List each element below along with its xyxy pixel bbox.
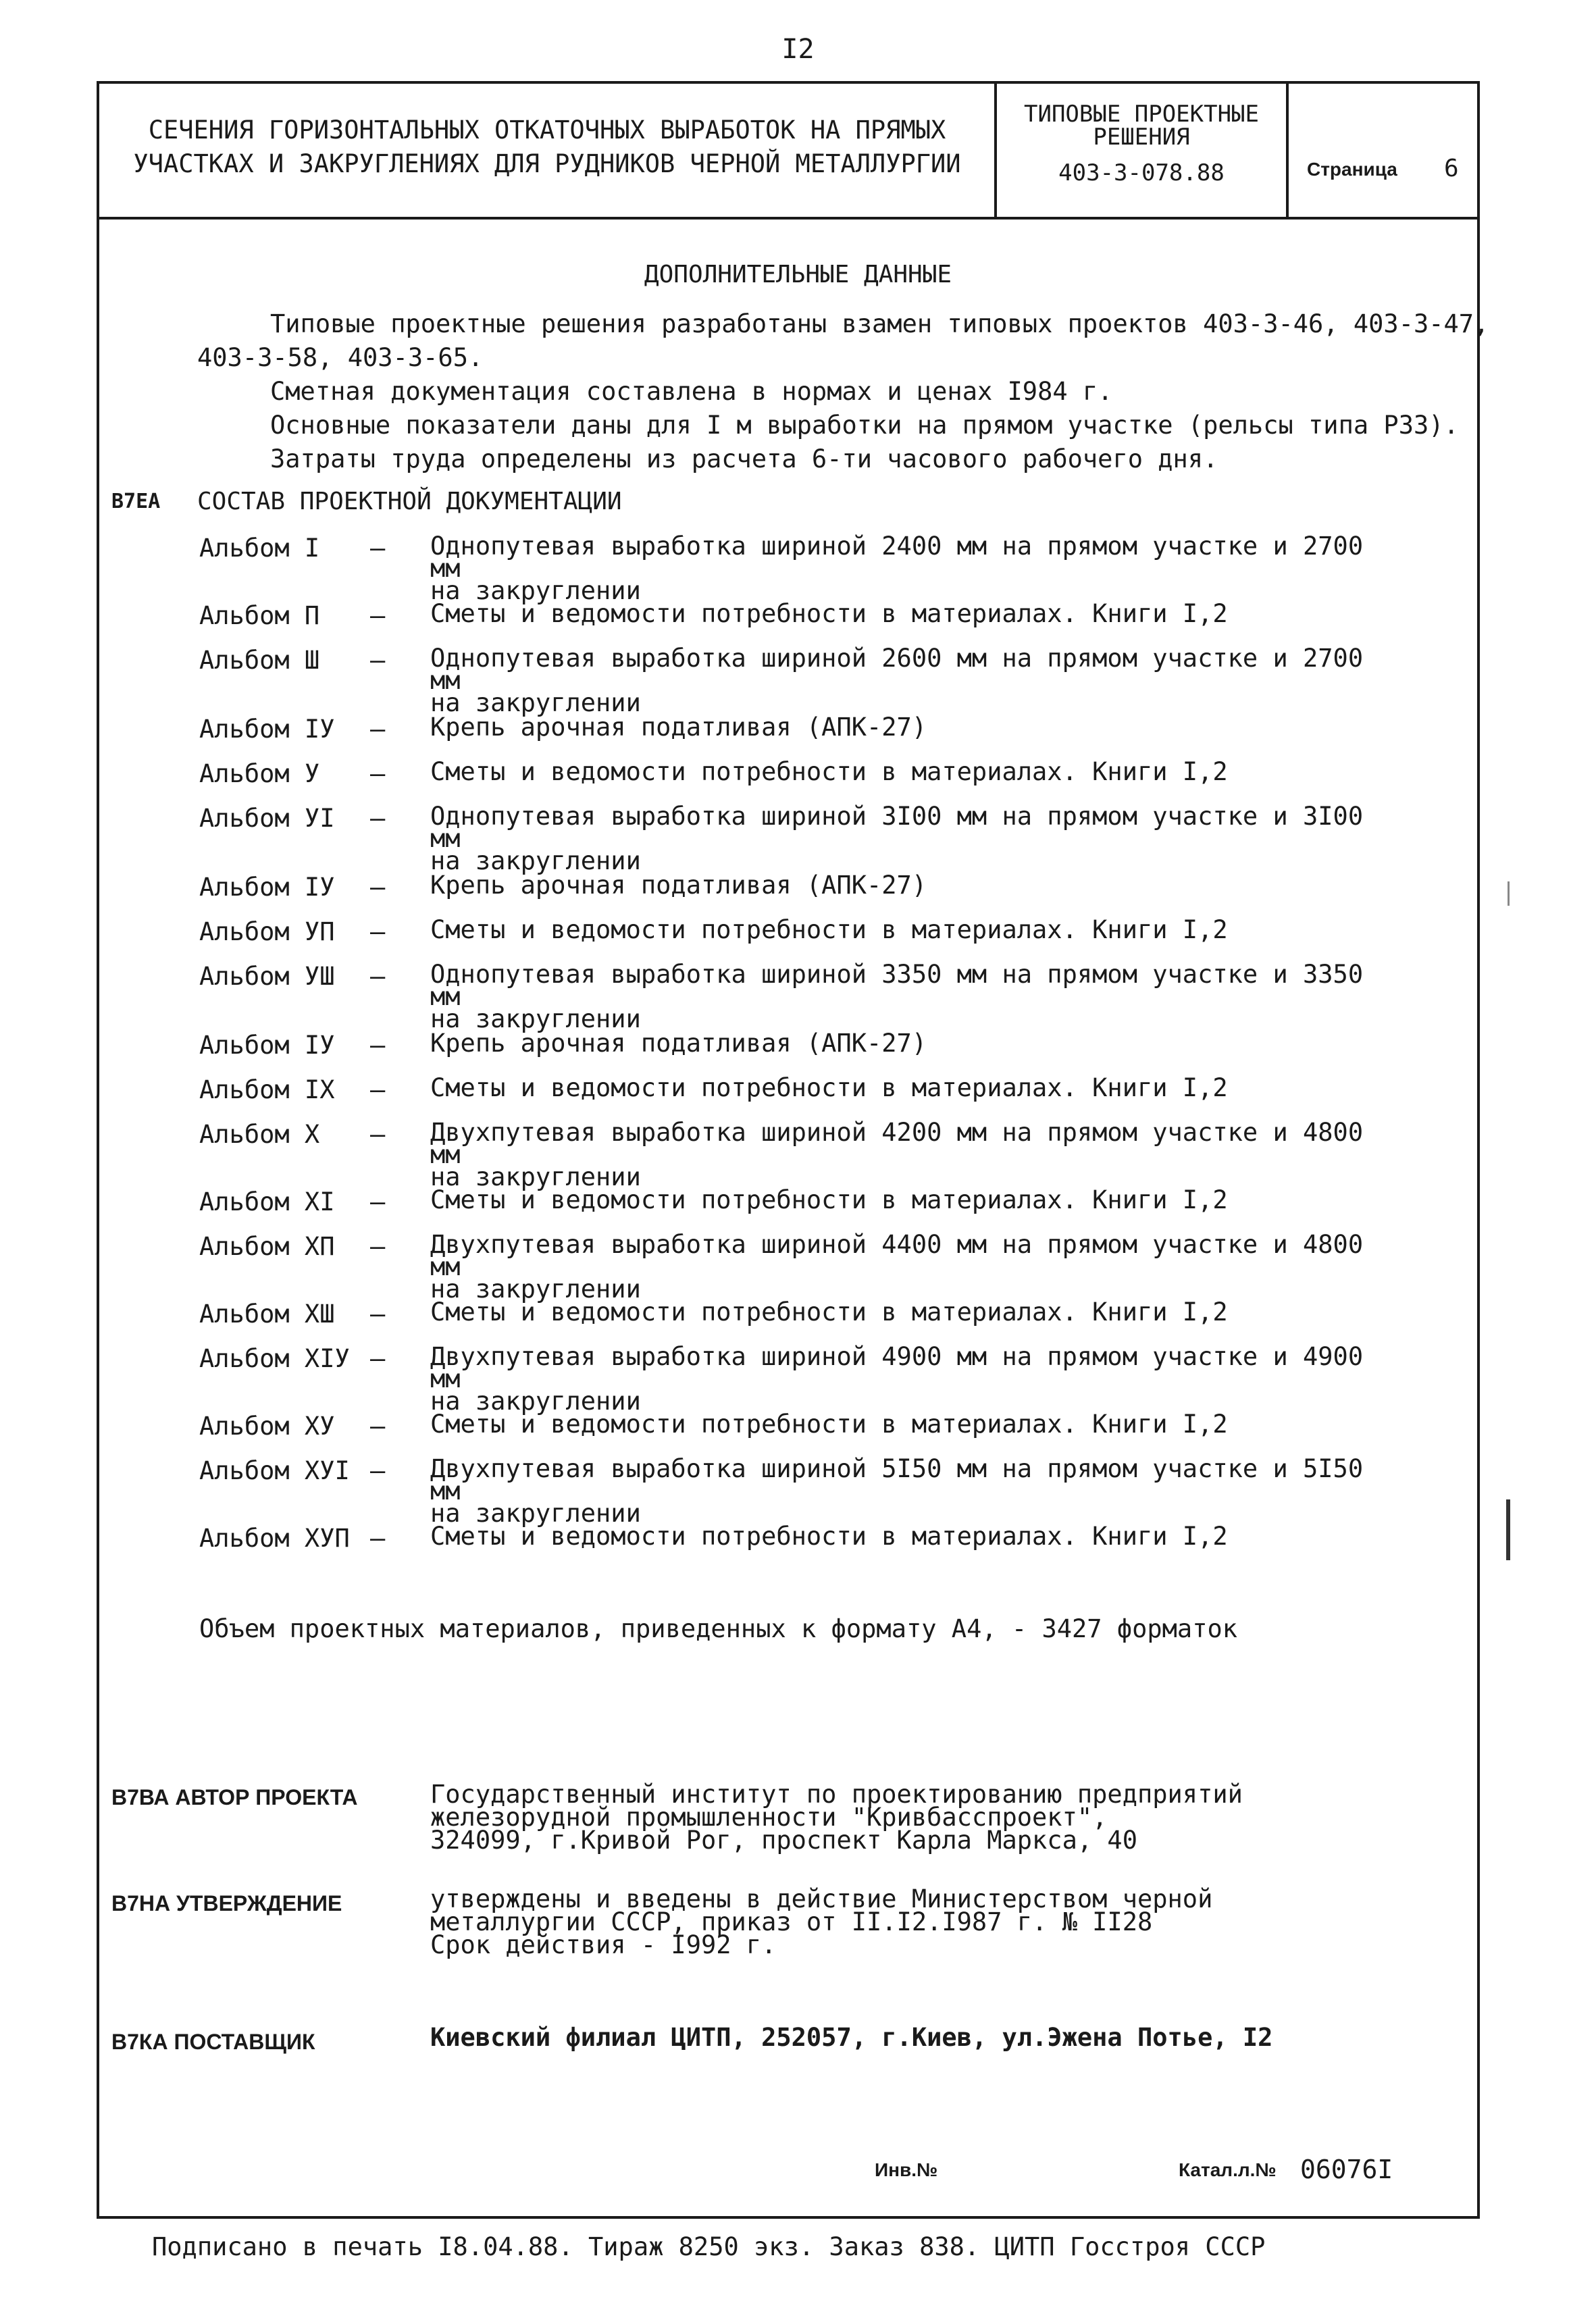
album-description: Крепь арочная податливая (АПК-27) [430,713,927,742]
author-label: В7ВА АВТОР ПРОЕКТА [111,1785,358,1809]
header-divider [97,217,1480,220]
paragraph-line: Сметная документация составлена в нормах и ценах I984 г. [270,377,1113,406]
scan-mark [1506,1499,1510,1560]
album-dash: – [370,534,386,563]
paragraph-line: Основные показатели даны для I м выработки на прямом участке (рельсы типа Р33). [270,411,1459,440]
header-title-line: УЧАСТКАХ И ЗАКРУГЛЕНИЯХ ДЛЯ РУДНИКОВ ЧЕРНОЙ МЕТАЛЛУРГИИ [133,149,961,178]
supplier-text: Киевский филиал ЦИТП, 252057, г.Киев, ул.Эжена Потье, I2 [430,2023,1273,2052]
album-dash: – [370,1344,386,1373]
album-dash: – [370,1456,386,1485]
page-number: I2 [781,34,815,65]
album-name: Альбом XШ [199,1300,335,1329]
volume-text: Объем проектных материалов, приведенных к формату А4, - 3427 форматок [199,1614,1238,1643]
album-description: Двухпутевая выработка шириной 4200 мм на прямом участке и 4800 мм на закруглении [430,1118,1364,1191]
album-name: Альбом IУ [199,873,335,902]
catalog-value: 06076I [1300,2155,1393,2184]
album-description: Сметы и ведомости потребности в материалах. Книги I,2 [430,1185,1228,1214]
album-description: Сметы и ведомости потребности в материалах. Книги I,2 [430,1073,1228,1102]
album-name: Альбом УШ [199,962,335,991]
series-title [998,103,1285,149]
album-description: Крепь арочная податливая (АПК-27) [430,871,927,900]
album-description: Однопутевая выработка шириной 2600 мм на прямом участке и 2700 мм на закруглении [430,644,1364,717]
album-name: Альбом У [199,759,320,788]
album-dash: – [370,804,386,833]
album-description: Однопутевая выработка шириной 2400 мм на прямом участке и 2700 мм на закруглении [430,532,1364,605]
album-description: Сметы и ведомости потребности в материалах. Книги I,2 [430,757,1228,786]
album-dash: – [370,1412,386,1441]
album-description: Сметы и ведомости потребности в материалах. Книги I,2 [430,1297,1228,1327]
composition-code: В7ЕА [111,490,161,513]
album-description: Сметы и ведомости потребности в материалах. Книги I,2 [430,1410,1228,1439]
album-name: Альбом XП [199,1232,335,1261]
composition-title: СОСТАВ ПРОЕКТНОЙ ДОКУМЕНТАЦИИ [197,488,622,515]
supplier-label: В7КА ПОСТАВЩИК [111,2030,315,2054]
album-description: Сметы и ведомости потребности в материалах. Книги I,2 [430,915,1228,944]
album-name: Альбом XУП [199,1524,350,1553]
album-dash: – [370,962,386,991]
album-name: Альбом XI [199,1187,335,1216]
album-dash: – [370,1187,386,1216]
album-dash: – [370,1232,386,1261]
album-name: Альбом X [199,1120,320,1149]
paragraph-line: Типовые проектные решения разработаны взамен типовых проектов 403-3-46, 403-3-47, [270,309,1489,338]
album-description: Однопутевая выработка шириной 3350 мм на прямом участке и 3350 мм на закруглении [430,960,1364,1033]
album-description: Двухпутевая выработка шириной 4400 мм на прямом участке и 4800 мм на закруглении [430,1230,1364,1304]
series-number: 403-3-078.88 [1058,159,1225,186]
album-dash: – [370,917,386,946]
album-name: Альбом IУ [199,1031,335,1060]
album-name: Альбом IX [199,1075,335,1104]
catalog-label: Катал.л.№ [1179,2159,1277,2180]
album-name: Альбом XУ [199,1412,335,1441]
album-description: Однопутевая выработка шириной 3I00 мм на прямом участке и 3I00 мм на закруглении [430,802,1364,875]
header-column-divider [994,81,997,218]
album-dash: – [370,1524,386,1553]
album-dash: – [370,759,386,788]
scan-mark [1508,881,1510,906]
paragraph-line: 403-3-58, 403-3-65. [197,343,484,372]
album-dash: – [370,1031,386,1060]
album-name: Альбом УI [199,804,335,833]
album-description: Двухпутевая выработка шириной 4900 мм на прямом участке и 4900 мм на закруглении [430,1342,1364,1416]
approval-text: утверждены и введены в действие Министерством черной металлургии СССР, приказ от II.I2.I987 г. № II28 Срок действия - I992 г. [430,1884,1213,1959]
album-description: Крепь арочная податливая (АПК-27) [430,1029,927,1058]
album-dash: – [370,1075,386,1104]
section-heading: ДОПОЛНИТЕЛЬНЫЕ ДАННЫЕ [644,261,952,288]
album-dash: – [370,1120,386,1149]
inventory-label: Инв.№ [875,2159,938,2180]
album-dash: – [370,1300,386,1329]
album-description: Сметы и ведомости потребности в материалах. Книги I,2 [430,1522,1228,1551]
series-title-line: ТИПОВЫЕ ПРОЕКТНЫЕ [1024,101,1259,128]
album-name: Альбом Ш [199,646,320,675]
paragraph-line: Затраты труда определены из расчета 6-ти часового рабочего дня. [270,444,1218,473]
album-name: Альбом IУ [199,715,335,744]
series-title-line: РЕШЕНИЯ [1093,124,1190,151]
header-title [108,113,986,181]
album-name: Альбом П [199,601,320,630]
album-name: Альбом XУI [199,1456,350,1485]
album-dash: – [370,873,386,902]
album-name: Альбом УП [199,917,335,946]
album-name: Альбом XIУ [199,1344,350,1373]
album-description: Сметы и ведомости потребности в материалах. Книги I,2 [430,599,1228,628]
footer-imprint: Подписано в печать I8.04.88. Тираж 8250 экз. Заказ 838. ЦИТП Госстроя СССР [152,2232,1266,2261]
album-dash: – [370,715,386,744]
album-name: Альбом I [199,534,320,563]
album-description: Двухпутевая выработка шириной 5I50 мм на прямом участке и 5I50 мм на закруглении [430,1454,1364,1528]
header-title-line: СЕЧЕНИЯ ГОРИЗОНТАЛЬНЫХ ОТКАТОЧНЫХ ВЫРАБОТОК НА ПРЯМЫХ [148,115,946,145]
header-column-divider [1286,81,1289,218]
page-value: 6 [1444,155,1459,182]
album-dash: – [370,646,386,675]
album-dash: – [370,601,386,630]
approval-label: В7НА УТВЕРЖДЕНИЕ [111,1891,342,1916]
page-label: Страница [1307,159,1397,180]
author-text: Государственный институт по проектированию предприятий железорудной промышленности "Кривбасспроект", 324099, г.Кривой Рог, проспект Карла Маркса, 40 [430,1780,1243,1855]
